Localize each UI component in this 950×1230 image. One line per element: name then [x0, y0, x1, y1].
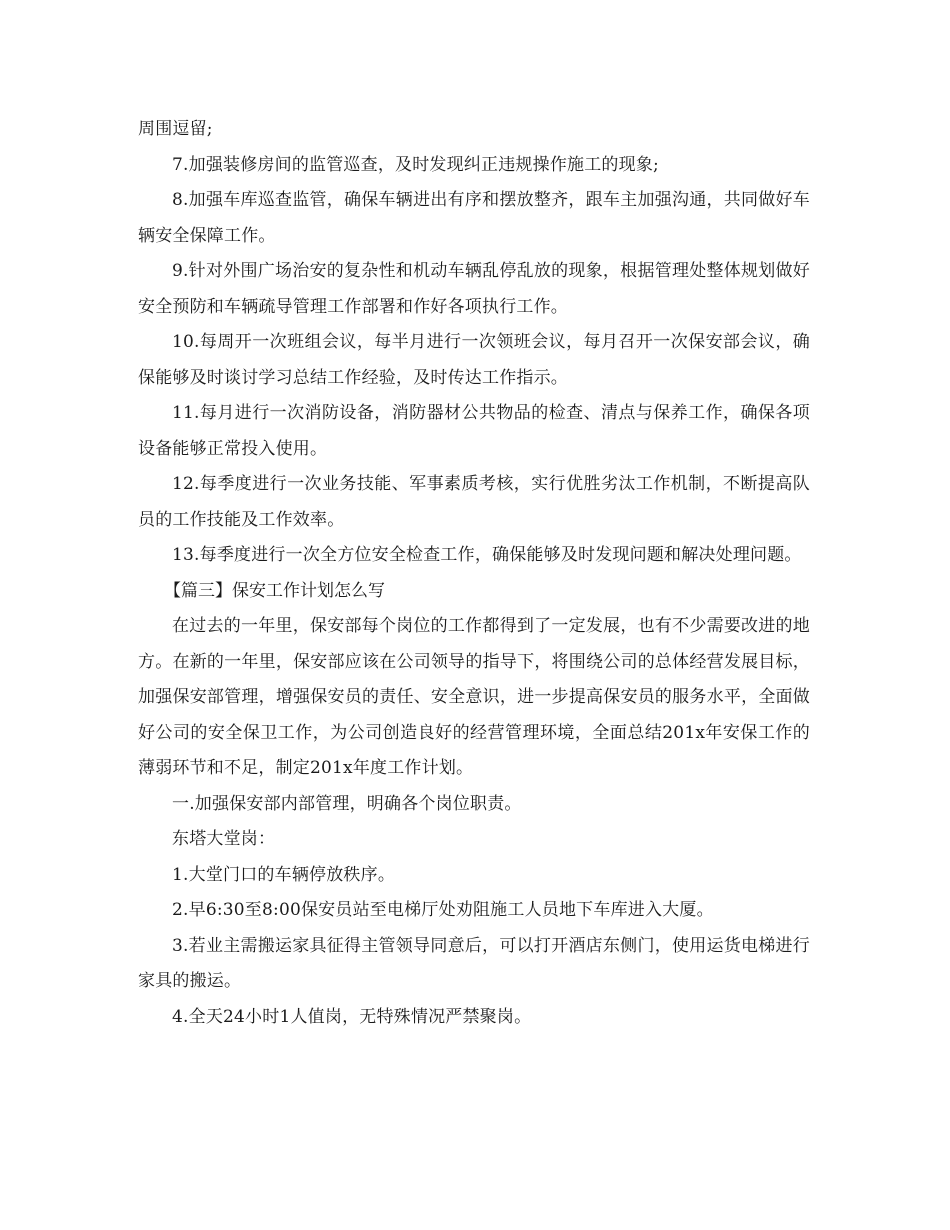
- paragraph-item-10: 10.每周开一次班组会议，每半月进行一次领班会议，每月召开一次保安部会议，确保能够及时谈讨学习总结工作经验，及时传达工作指示。: [138, 332, 810, 388]
- paragraph-duty-2: 2.早6:30至8:00保安员站至电梯厅处劝阻施工人员地下车库进入大厦。: [172, 900, 714, 920]
- paragraph-item-12: 12.每季度进行一次业务技能、军事素质考核，实行优胜劣汰工作机制，不断提高队员的工作技能及工作效率。: [138, 474, 810, 530]
- document-page: [138, 112, 810, 1035]
- paragraph-intro: 在过去的一年里，保安部每个岗位的工作都得到了一定发展，也有不少需要改进的地方。在新的一年里，保安部应该在公司领导的指导下，将围绕公司的总体经营发展目标，加强保安部管理，增强保安员的责任、安全意识，进一步提高保安员的服务水平，全面做好公司的安全保卫工作，为公司创造良好的经营管理环境，全面总结201x年安保工作的薄弱环节和不足，制定201x年度工作计划。: [138, 616, 810, 778]
- paragraph-continuation: 周围逗留;: [138, 119, 213, 139]
- paragraph-item-11: 11.每月进行一次消防设备，消防器材公共物品的检查、清点与保养工作，确保各项设备能够正常投入使用。: [138, 403, 810, 459]
- paragraph-item-8: 8.加强车库巡查监管，确保车辆进出有序和摆放整齐，跟车主加强沟通，共同做好车辆安全保障工作。: [138, 190, 810, 246]
- section-heading: 【篇三】保安工作计划怎么写: [164, 580, 385, 601]
- paragraph-duty-3: 3.若业主需搬运家具征得主管领导同意后，可以打开酒店东侧门，使用运货电梯进行家具的搬运。: [138, 935, 810, 991]
- paragraph-item-9: 9.针对外围广场治安的复杂性和机动车辆乱停乱放的现象，根据管理处整体规划做好安全预防和车辆疏导管理工作部署和作好各项执行工作。: [138, 261, 810, 317]
- paragraph-item-7: 7.加强装修房间的监管巡查，及时发现纠正违规操作施工的现象;: [172, 154, 659, 175]
- paragraph-section-one: 一.加强保安部内部管理，明确各个岗位职责。: [172, 793, 522, 814]
- paragraph-post-title: 东塔大堂岗：: [172, 829, 276, 849]
- paragraph-duty-4: 4.全天24小时1人值岗，无特殊情况严禁聚岗。: [172, 1006, 532, 1027]
- paragraph-duty-1: 1.大堂门口的车辆停放秩序。: [172, 864, 396, 885]
- paragraph-item-13: 13.每季度进行一次全方位安全检查工作，确保能够及时发现问题和解决处理问题。: [172, 545, 802, 565]
